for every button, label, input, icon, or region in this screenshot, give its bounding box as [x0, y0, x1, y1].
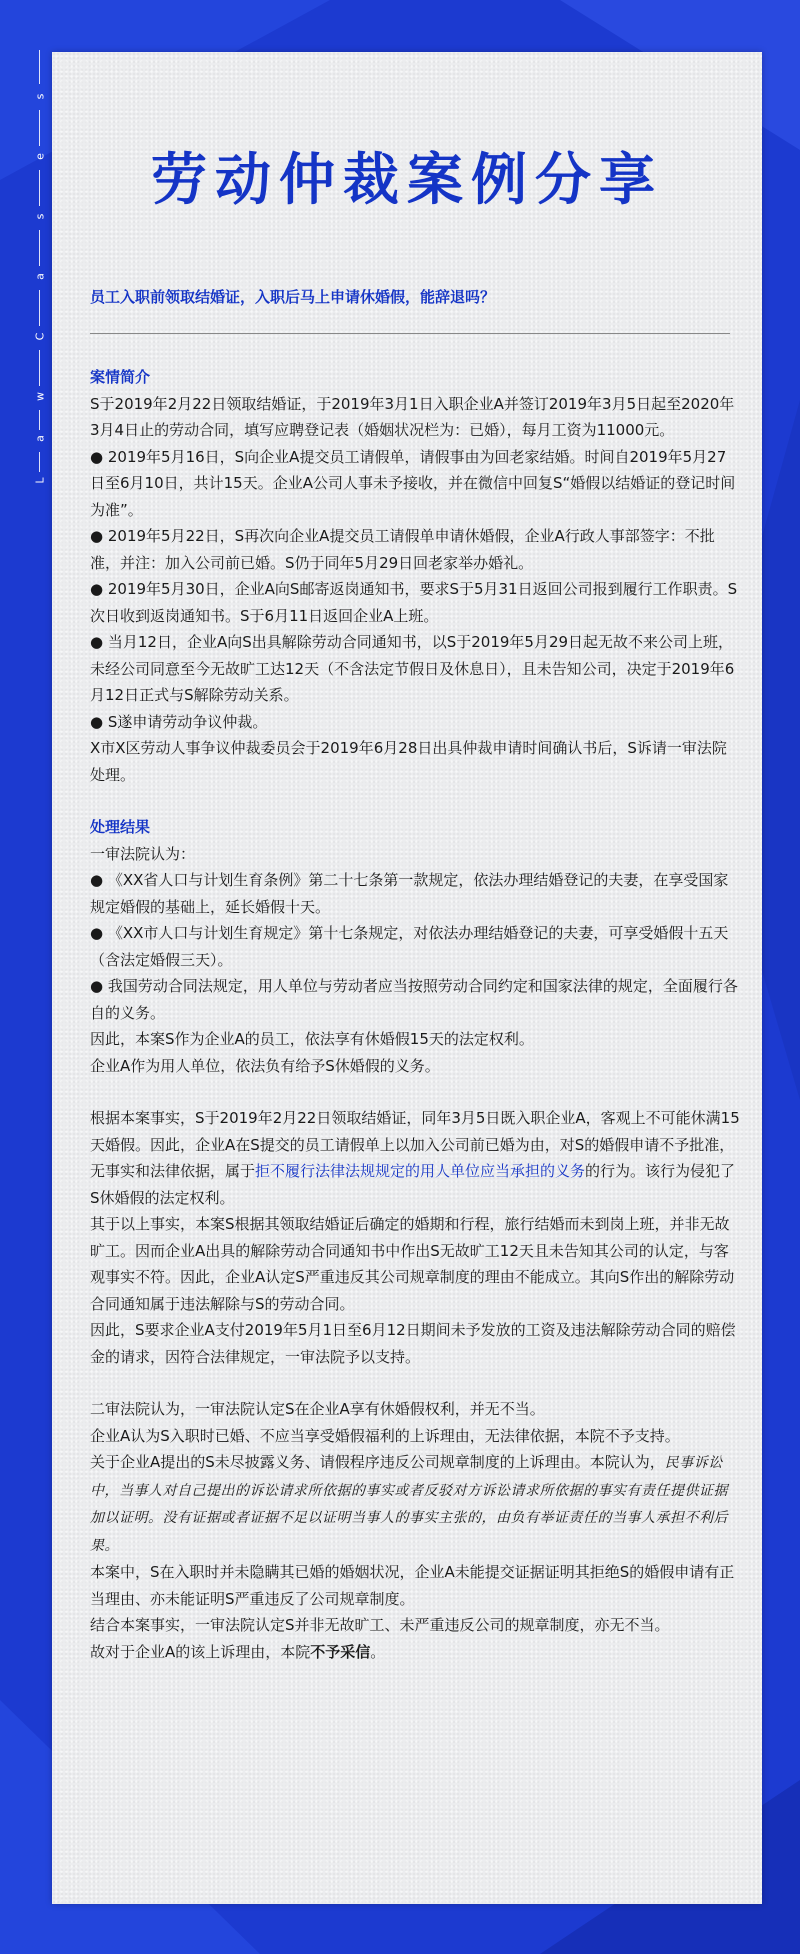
side-line	[39, 50, 40, 84]
side-line	[39, 170, 40, 206]
result-paragraph: 本案中，S在入职时并未隐瞒其已婚的婚姻状况，企业A未能提交证据证明其拒绝S的婚假申请有正当理由、亦未能证明S严重违反了公司规章制度。	[90, 1563, 735, 1608]
side-letter: a	[33, 273, 47, 280]
result-paragraph: 二审法院认为，一审法院认定S在企业A享有休婚假权利，并无不当。	[90, 1400, 545, 1418]
side-letter: C	[33, 332, 47, 341]
page-title: 劳动仲裁案例分享	[151, 148, 663, 213]
result-paragraph: ● 我国劳动合同法规定，用人单位与劳动者应当按照劳动合同约定和国家法律的规定，全面履行各自的义务。	[90, 977, 738, 1022]
case-paragraph: ● 2019年5月22日，S再次向企业A提交员工请假单申请休婚假，企业A行政人事部签字：不批准，并注：加入公司前已婚。S仍于同年5月29日回老家举办婚礼。	[90, 527, 715, 572]
section-heading-result: 处理结果	[90, 818, 151, 836]
side-line	[39, 410, 40, 430]
side-line	[39, 110, 40, 146]
text-span: 关于企业A提出的S未尽披露义务、请假程序违反公司规章制度的上诉理由。本院认为，	[90, 1453, 665, 1471]
result-paragraph: ● 《XX省人口与计划生育条例》第二十七条第一款规定，依法办理结婚登记的夫妻，在享受国家规定婚假的基础上，延长婚假十天。	[90, 871, 729, 916]
result-paragraph: ● 《XX市人口与计划生育规定》第十七条规定，对依法办理结婚登记的夫妻，可享受婚假十五天（含法定婚假三天）。	[90, 924, 729, 969]
case-paragraph: X市X区劳动人事争议仲裁委员会于2019年6月28日出具仲裁申请时间确认书后，S诉请一审法院处理。	[90, 739, 727, 784]
highlight-text: 拒不履行法律法规规定的用人单位应当承担的义务	[255, 1162, 586, 1180]
result-paragraph: 企业A作为用人单位，依法负有给予S休婚假的义务。	[90, 1056, 440, 1075]
text-span: 的行为。该行为侵犯了S休婚假的法定权利。	[90, 1162, 736, 1207]
divider	[90, 333, 730, 334]
side-letter: e	[33, 153, 47, 160]
side-letter: L	[33, 477, 47, 484]
result-paragraph	[90, 1105, 740, 1211]
side-line	[39, 230, 40, 266]
result-paragraph	[90, 1639, 740, 1666]
result-paragraph: 结合本案事实，一审法院认定S并非无故旷工、未严重违反公司的规章制度，亦无不当。	[90, 1616, 670, 1634]
result-paragraph: 因此，S要求企业A支付2019年5月1日至6月12日期间未予发放的工资及违法解除劳动合同的赔偿金的请求，因符合法律规定，一审法院予以支持。	[90, 1321, 736, 1366]
text-span: 故对于企业A的该上诉理由，本院	[90, 1642, 311, 1661]
side-letter: s	[33, 93, 47, 100]
section-heading-case: 案情简介	[90, 368, 151, 386]
case-paragraph: S于2019年2月22日领取结婚证，于2019年3月1日入职企业A并签订2019年3月5日起至2020年3月4日止的劳动合同，填写应聘登记表（婚姻状况栏为：已婚），每月工资为11000元。	[90, 394, 735, 439]
side-tag	[30, 50, 50, 490]
case-paragraph: ● 2019年5月16日，S向企业A提交员工请假单，请假事由为回老家结婚。时间自2019年5月27日至6月10日，共计15天。企业A公司人事未予接收，并在微信中回复S“婚假以结婚证的登记时间为准”。	[90, 447, 736, 519]
subtitle: 员工入职前领取结婚证，入职后马上申请休婚假，能辞退吗？	[90, 288, 496, 306]
result-paragraph: 其于以上事实，本案S根据其领取结婚证后确定的婚期和行程，旅行结婚而未到岗上班，并非无故旷工。因而企业A出具的解除劳动合同通知书中作出S无故旷工12天且未告知其公司的认定，与客观事实不符。因此，企业A认定S严重违反其公司规章制度的理由不能成立。其向S作出的解除劳动合同通知属于违法解除与S的劳动合同。	[90, 1215, 735, 1313]
result-paragraph: 因此，本案S作为企业A的员工，依法享有休婚假15天的法定权利。	[90, 1030, 534, 1048]
text-span: 根据本案事实，S于2019年2月22日领取结婚证，同年3月5日既入职企业A，客观上不可能休满15天婚假。因此，企业A在S提交的员工请假单上以加入公司前已婚为由，对S的婚假申请不予批准，无事实和法律依据，属于	[90, 1109, 740, 1180]
result-paragraph	[90, 1449, 740, 1559]
result-paragraph: 企业A认为S入职时已婚、不应当享受婚假福利的上诉理由，无法律依据，本院不予支持。	[90, 1426, 680, 1445]
side-line	[39, 452, 40, 472]
bold-text: 不予采信	[310, 1642, 371, 1661]
side-letter: s	[33, 213, 47, 220]
article-body	[90, 364, 740, 1665]
text-span: 。	[370, 1642, 386, 1661]
side-line	[39, 290, 40, 326]
side-line	[39, 350, 40, 386]
case-paragraph: ● 2019年5月30日，企业A向S邮寄返岗通知书，要求S于5月31日返回公司报到履行工作职责。S次日收到返岗通知书。S于6月11日返回企业A上班。	[90, 580, 738, 625]
case-paragraph: ● 当月12日，企业A向S出具解除劳动合同通知书，以S于2019年5月29日起无故不来公司上班，未经公司同意至今无故旷工达12天（不含法定节假日及休息日），且未告知公司，决定于2019年6月12日正式与S解除劳动关系。	[90, 633, 735, 704]
side-letter: a	[33, 435, 47, 442]
quoted-law-text: 民事诉讼中，当事人对自己提出的诉讼请求所依据的事实或者反驳对方诉讼请求所依据的事实有责任提供证据加以证明。没有证据或者证据不足以证明当事人的事实主张的，由负有举证责任的当事人承担不利后果。	[90, 1455, 728, 1554]
case-paragraph: ● S遂申请劳动争议仲裁。	[90, 712, 268, 731]
side-letter: w	[33, 392, 47, 401]
result-paragraph: 一审法院认为：	[90, 844, 196, 863]
